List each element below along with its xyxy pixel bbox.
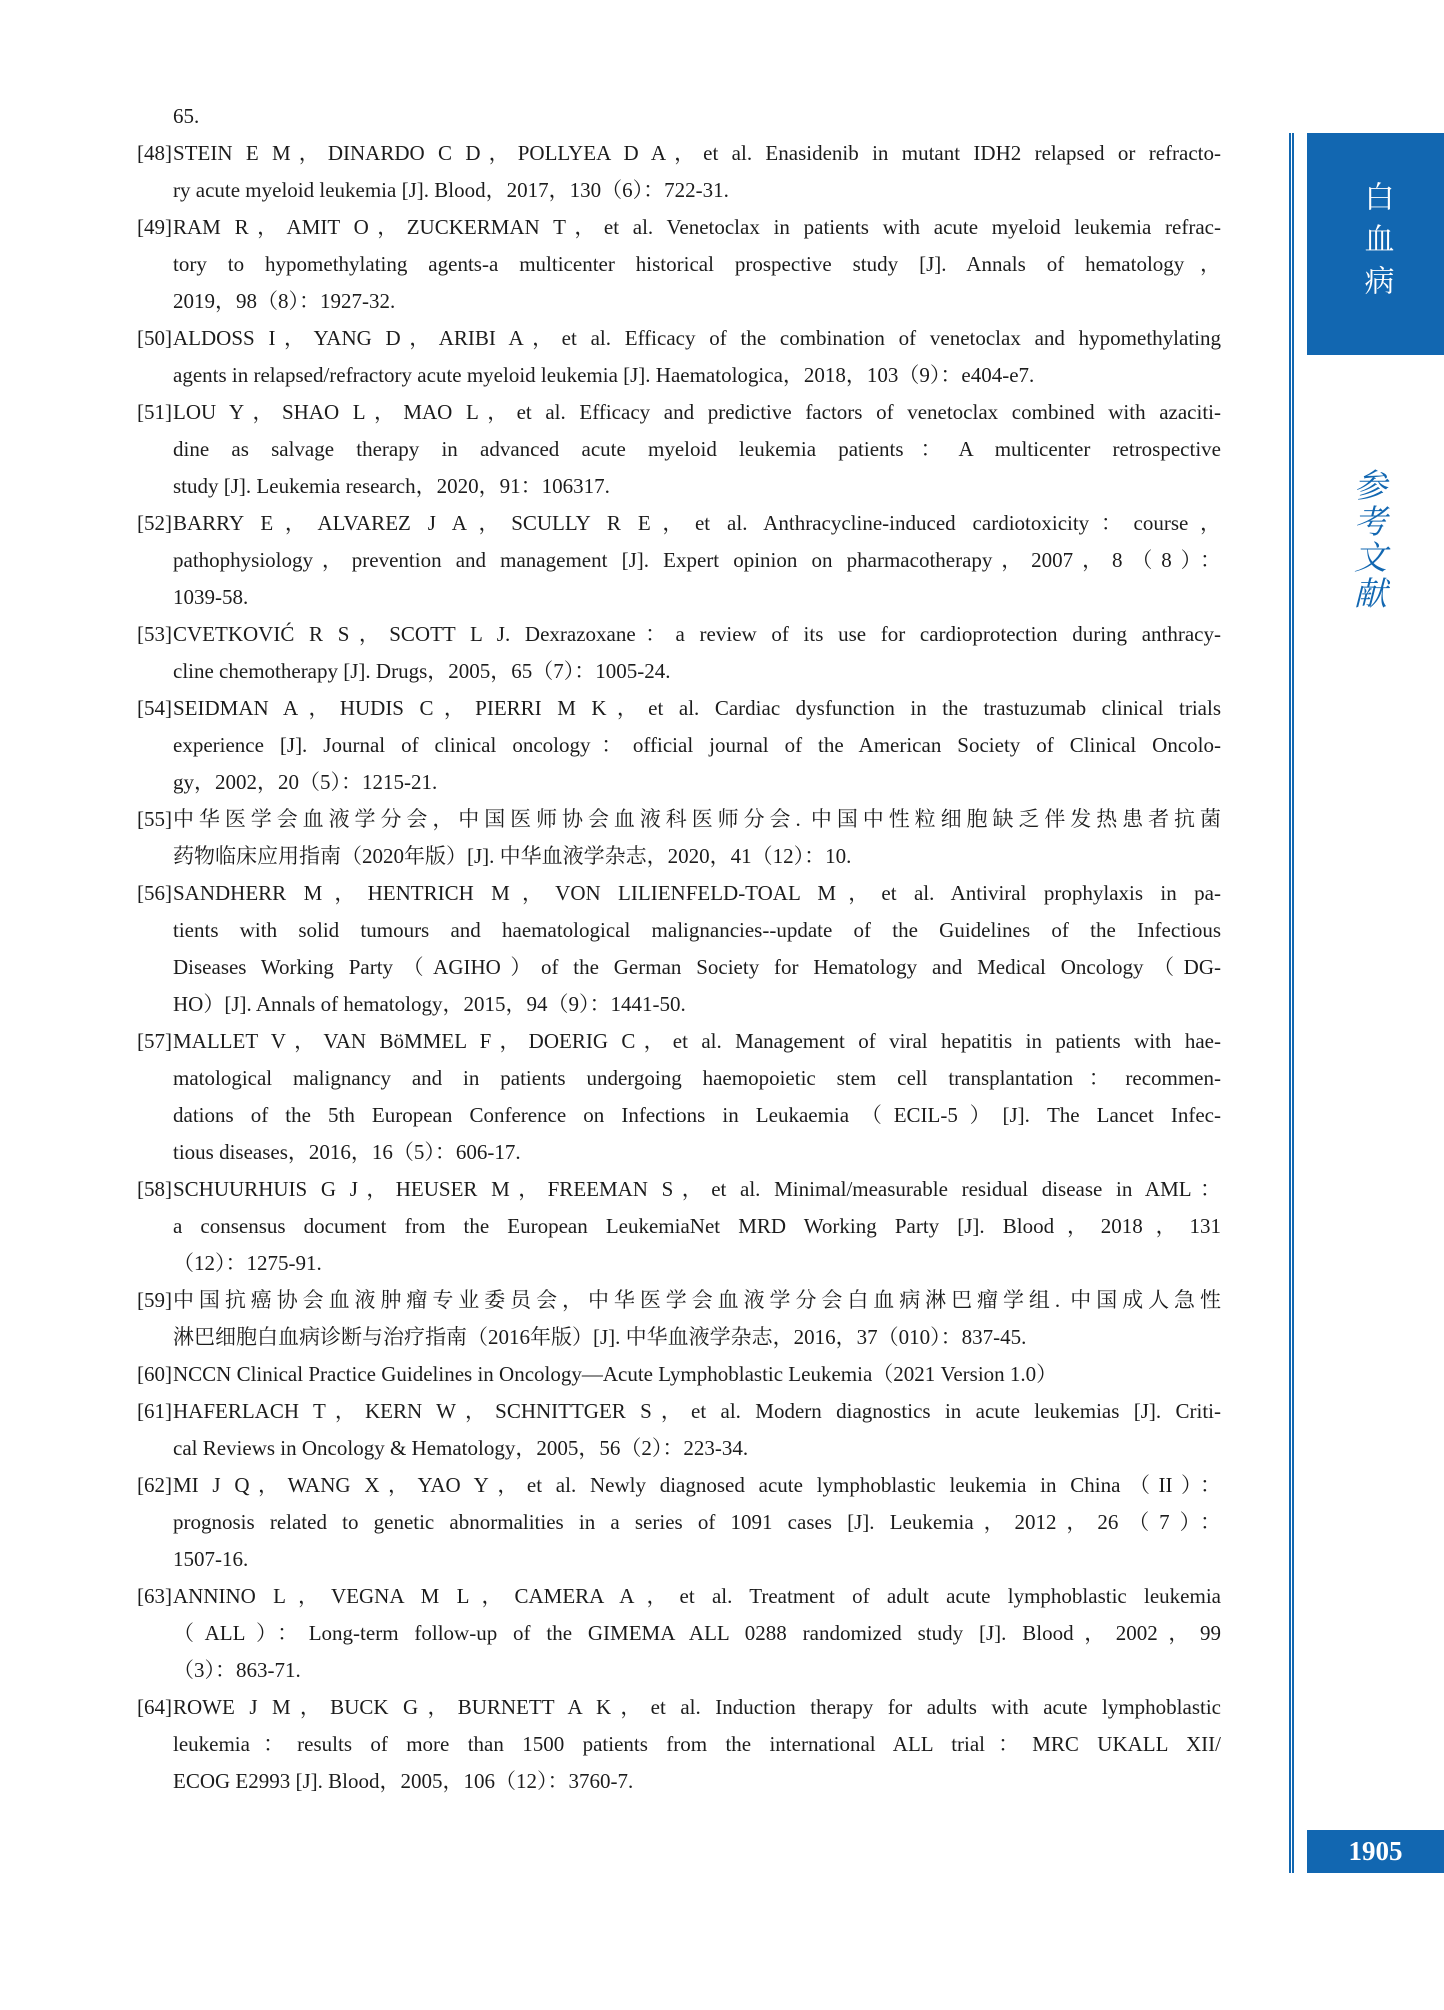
reference-lines bbox=[173, 209, 1221, 320]
reference-lines bbox=[173, 690, 1221, 801]
reference-line: cline chemotherapy [J]. Drugs，2005，65（7）：1005-24. bbox=[173, 659, 671, 683]
reference-line: ANNINO L，VEGNA M L，CAMERA A，et al. Treatment of adult acute lymphoblastic leukemia bbox=[173, 1584, 1221, 1608]
reference-lines bbox=[173, 1689, 1221, 1800]
page-number-box bbox=[1307, 1830, 1444, 1873]
chapter-tab-label: 白血病 bbox=[1359, 181, 1393, 307]
reference-lines bbox=[173, 1467, 1221, 1578]
reference-number: [51] bbox=[137, 400, 172, 424]
reference-line: dations of the 5th European Conference on Infections in Leukaemia（ECIL-5）[J]. The Lancet Infec- bbox=[173, 1103, 1221, 1127]
reference-item bbox=[137, 1578, 1221, 1689]
reference-line: SEIDMAN A，HUDIS C，PIERRI M K，et al. Cardiac dysfunction in the trastuzumab clinical trials bbox=[173, 696, 1221, 720]
reference-number: [64] bbox=[137, 1695, 172, 1719]
reference-line: tious diseases，2016，16（5）：606-17. bbox=[173, 1140, 521, 1164]
reference-line: STEIN E M，DINARDO C D，POLLYEA D A，et al. Enasidenib in mutant IDH2 relapsed or refracto- bbox=[173, 141, 1221, 165]
reference-lines bbox=[173, 135, 1221, 209]
reference-number: [57] bbox=[137, 1029, 172, 1053]
reference-line: RAM R，AMIT O，ZUCKERMAN T，et al. Venetoclax in patients with acute myeloid leukemia refrac- bbox=[173, 215, 1221, 239]
reference-item bbox=[137, 209, 1221, 320]
reference-lines bbox=[173, 875, 1221, 1023]
reference-line: tory to hypomethylating agents-a multicenter historical prospective study [J]. Annals of hematology， bbox=[173, 252, 1221, 276]
reference-line: prognosis related to genetic abnormalities in a series of 1091 cases [J]. Leukemia，2012，26（7）： bbox=[173, 1510, 1221, 1534]
reference-item bbox=[137, 320, 1221, 394]
sidebar-vertical-rule bbox=[1289, 133, 1294, 1873]
reference-line: MALLET V，VAN BöMMEL F，DOERIG C，et al. Management of viral hepatitis in patients with hae- bbox=[173, 1029, 1221, 1053]
reference-line: a consensus document from the European LeukemiaNet MRD Working Party [J]. Blood，2018，131 bbox=[173, 1214, 1221, 1238]
reference-number: [52] bbox=[137, 511, 172, 535]
reference-line: （ALL）：Long-term follow-up of the GIMEMA ALL 0288 randomized study [J]. Blood，2002，99 bbox=[173, 1621, 1221, 1645]
reference-line: （12）：1275-91. bbox=[173, 1251, 322, 1275]
reference-line: LOU Y，SHAO L，MAO L，et al. Efficacy and predictive factors of venetoclax combined with azaciti- bbox=[173, 400, 1221, 424]
reference-item bbox=[137, 616, 1221, 690]
chapter-tab bbox=[1307, 133, 1444, 355]
reference-line: experience [J]. Journal of clinical oncology：official journal of the American Society of Clinical Oncolo- bbox=[173, 733, 1221, 757]
reference-number: [61] bbox=[137, 1399, 172, 1423]
reference-line: MI J Q，WANG X，YAO Y，et al. Newly diagnosed acute lymphoblastic leukemia in China（II）： bbox=[173, 1473, 1221, 1497]
reference-number: [48] bbox=[137, 141, 172, 165]
reference-number: [59] bbox=[137, 1288, 172, 1312]
reference-line: 2019，98（8）：1927-32. bbox=[173, 289, 396, 313]
reference-lines bbox=[173, 1356, 1221, 1393]
reference-line: 1507-16. bbox=[173, 1547, 249, 1571]
reference-line: matological malignancy and in patients undergoing haemopoietic stem cell transplantation：recommen- bbox=[173, 1066, 1221, 1090]
reference-line: cal Reviews in Oncology & Hematology，2005，56（2）：223-34. bbox=[173, 1436, 749, 1460]
references-list bbox=[137, 135, 1221, 1800]
reference-line: NCCN Clinical Practice Guidelines in Oncology—Acute Lymphoblastic Leukemia（2021 Version 1.0） bbox=[173, 1362, 1058, 1386]
reference-line: SANDHERR M，HENTRICH M，VON LILIENFELD-TOAL M，et al. Antiviral prophylaxis in pa- bbox=[173, 881, 1221, 905]
references-page-body bbox=[137, 98, 1221, 1800]
reference-line: CVETKOVIĆ R S，SCOTT L J. Dexrazoxane：a review of its use for cardioprotection during anthracy- bbox=[173, 622, 1221, 646]
reference-line: 中华医学会血液学分会，中国医师协会血液科医师分会. 中国中性粒细胞缺乏伴发热患者抗菌 bbox=[173, 807, 1221, 831]
reference-line: 药物临床应用指南（2020年版）[J]. 中华血液学杂志，2020，41（12）：10. bbox=[173, 844, 852, 868]
reference-item bbox=[137, 1171, 1221, 1282]
reference-number: [54] bbox=[137, 696, 172, 720]
reference-line: SCHUURHUIS G J，HEUSER M，FREEMAN S，et al. Minimal/measurable residual disease in AML： bbox=[173, 1177, 1221, 1201]
reference-lines bbox=[173, 616, 1221, 690]
reference-number: [55] bbox=[137, 807, 172, 831]
reference-number: [62] bbox=[137, 1473, 172, 1497]
reference-line: （3）：863-71. bbox=[173, 1658, 301, 1682]
reference-line: gy，2002，20（5）：1215-21. bbox=[173, 770, 438, 794]
reference-lines bbox=[173, 1023, 1221, 1171]
reference-item bbox=[137, 690, 1221, 801]
reference-line: dine as salvage therapy in advanced acute myeloid leukemia patients：A multicenter retrospective bbox=[173, 437, 1221, 461]
carryover-line: 65. bbox=[173, 104, 200, 128]
reference-item bbox=[137, 1393, 1221, 1467]
reference-item bbox=[137, 801, 1221, 875]
reference-line: pathophysiology，prevention and management [J]. Expert opinion on pharmacotherapy，2007，8（8）： bbox=[173, 548, 1221, 572]
reference-line: ECOG E2993 [J]. Blood，2005，106（12）：3760-7. bbox=[173, 1769, 634, 1793]
reference-item bbox=[137, 1023, 1221, 1171]
reference-line: tients with solid tumours and haematological malignancies--update of the Guidelines of the Infectious bbox=[173, 918, 1221, 942]
reference-number: [50] bbox=[137, 326, 172, 350]
page-number: 1905 bbox=[1348, 1836, 1403, 1866]
reference-item bbox=[137, 1282, 1221, 1356]
reference-line: HAFERLACH T，KERN W，SCHNITTGER S，et al. Modern diagnostics in acute leukemias [J]. Criti- bbox=[173, 1399, 1221, 1423]
reference-item bbox=[137, 394, 1221, 505]
reference-number: [60] bbox=[137, 1362, 172, 1386]
reference-lines bbox=[173, 1393, 1221, 1467]
reference-number: [58] bbox=[137, 1177, 172, 1201]
reference-number: [53] bbox=[137, 622, 172, 646]
reference-lines bbox=[173, 394, 1221, 505]
reference-line: study [J]. Leukemia research，2020，91：106317. bbox=[173, 474, 610, 498]
reference-lines bbox=[173, 1171, 1221, 1282]
reference-lines bbox=[173, 1578, 1221, 1689]
section-label: 参考文献 bbox=[1349, 468, 1385, 612]
reference-item bbox=[137, 1467, 1221, 1578]
reference-line: 1039-58. bbox=[173, 585, 249, 609]
reference-line: ry acute myeloid leukemia [J]. Blood，2017，130（6）：722-31. bbox=[173, 178, 729, 202]
reference-item bbox=[137, 1356, 1221, 1393]
reference-line: HO）[J]. Annals of hematology，2015，94（9）：1441-50. bbox=[173, 992, 686, 1016]
reference-item bbox=[137, 875, 1221, 1023]
reference-item bbox=[137, 1689, 1221, 1800]
reference-item bbox=[137, 505, 1221, 616]
reference-number: [49] bbox=[137, 215, 172, 239]
reference-line: 中国抗癌协会血液肿瘤专业委员会，中华医学会血液学分会白血病淋巴瘤学组. 中国成人急性 bbox=[173, 1288, 1221, 1312]
reference-lines bbox=[173, 801, 1221, 875]
reference-number: [63] bbox=[137, 1584, 172, 1608]
reference-line: agents in relapsed/refractory acute myeloid leukemia [J]. Haematologica，2018，103（9）：e404-e7. bbox=[173, 363, 1035, 387]
reference-lines bbox=[173, 1282, 1221, 1356]
reference-line: BARRY E，ALVAREZ J A，SCULLY R E，et al. Anthracycline-induced cardiotoxicity：course， bbox=[173, 511, 1221, 535]
reference-lines bbox=[173, 320, 1221, 394]
reference-line: 淋巴细胞白血病诊断与治疗指南（2016年版）[J]. 中华血液学杂志，2016，37（010）：837-45. bbox=[173, 1325, 1027, 1349]
reference-item bbox=[137, 135, 1221, 209]
reference-lines bbox=[173, 505, 1221, 616]
reference-line: ALDOSS I，YANG D，ARIBI A，et al. Efficacy of the combination of venetoclax and hypomethylating bbox=[173, 326, 1221, 350]
reference-line: leukemia：results of more than 1500 patients from the international ALL trial：MRC UKALL XII/ bbox=[173, 1732, 1221, 1756]
reference-number: [56] bbox=[137, 881, 172, 905]
reference-line: ROWE J M，BUCK G，BURNETT A K，et al. Induction therapy for adults with acute lymphoblastic bbox=[173, 1695, 1221, 1719]
reference-line: Diseases Working Party（AGIHO）of the German Society for Hematology and Medical Oncology（DG- bbox=[173, 955, 1221, 979]
